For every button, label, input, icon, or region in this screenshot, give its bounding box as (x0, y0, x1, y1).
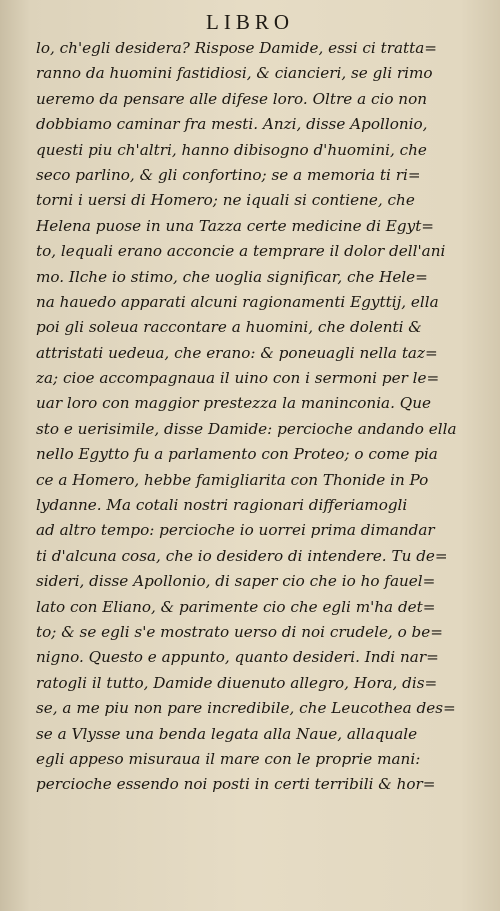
text-line: lydanne. Ma cotali nostri ragionari differiamogli (36, 496, 408, 515)
running-head: LIBRO (206, 10, 294, 34)
text-line: uar loro con maggior prestezza la maninconia. Que (36, 394, 431, 413)
text-line: nello Egytto fu a parlamento con Proteo; o come pia (36, 445, 438, 464)
text-line: na hauedo apparati alcuni ragionamenti Egyttij, ella (36, 292, 439, 311)
text-line: to, lequali erano acconcie a temprare il dolor dell'ani (36, 242, 446, 261)
text-line: mo. Ilche io stimo, che uoglia significar, che Hele= (36, 267, 428, 286)
text-line: Helena puose in una Tazza certe medicine di Egyt= (36, 216, 435, 235)
text-line: ueremo da pensare alle difese loro. Oltre a cio non (36, 89, 427, 108)
text-line: ad altro tempo: percioche io uorrei prima dimandar (36, 521, 435, 540)
text-line: egli appeso misuraua il mare con le proprie mani: (36, 749, 421, 768)
text-line: ratogli il tutto, Damide diuenuto allegro, Hora, dis= (36, 673, 438, 692)
text-line: dobbiamo caminar fra mesti. Anzi, disse Apollonio, (36, 115, 428, 134)
text-line: se a Vlysse una benda legata alla Naue, allaquale (36, 724, 418, 743)
text-line: attristati uedeua, che erano: & poneuagli nella taz= (36, 343, 438, 362)
text-line: ti d'alcuna cosa, che io desidero di intendere. Tu de= (36, 546, 448, 565)
text-line: za; cioe accompagnaua il uino con i sermoni per le= (36, 369, 440, 388)
text-line: se, a me piu non pare incredibile, che Leucothea des= (36, 699, 456, 718)
text-line: ranno da huomini fastidiosi, & ciancieri, se gli rimo (36, 64, 433, 83)
text-line: sideri, disse Apollonio, di saper cio che io ho fauel= (36, 572, 436, 591)
text-line: seco parlino, & gli confortino; se a memoria ti ri= (36, 165, 421, 184)
text-line: percioche essendo noi posti in certi terribili & hor= (36, 775, 436, 794)
text-line: poi gli soleua raccontare a huomini, che dolenti & (36, 318, 422, 337)
text-line: nigno. Questo e appunto, quanto desideri. Indi nar= (36, 648, 439, 667)
text-line: lo, ch'egli desidera? Rispose Damide, essi ci tratta= (36, 39, 438, 57)
text-line: questi piu ch'altri, hanno dibisogno d'huomini, che (36, 140, 427, 159)
text-line: to; & se egli s'e mostrato uerso di noi crudele, o be= (36, 622, 443, 641)
text-line: sto e uerisimile, disse Damide: percioche andando ella (36, 419, 457, 438)
text-line: torni i uersi di Homero; ne iquali si contiene, che (36, 191, 415, 210)
page-body (36, 36, 492, 798)
text-line: ce a Homero, hebbe famigliarita con Thonide in Po (36, 470, 429, 489)
text-line: lato con Eliano, & parimente cio che egli m'ha det= (36, 597, 436, 616)
